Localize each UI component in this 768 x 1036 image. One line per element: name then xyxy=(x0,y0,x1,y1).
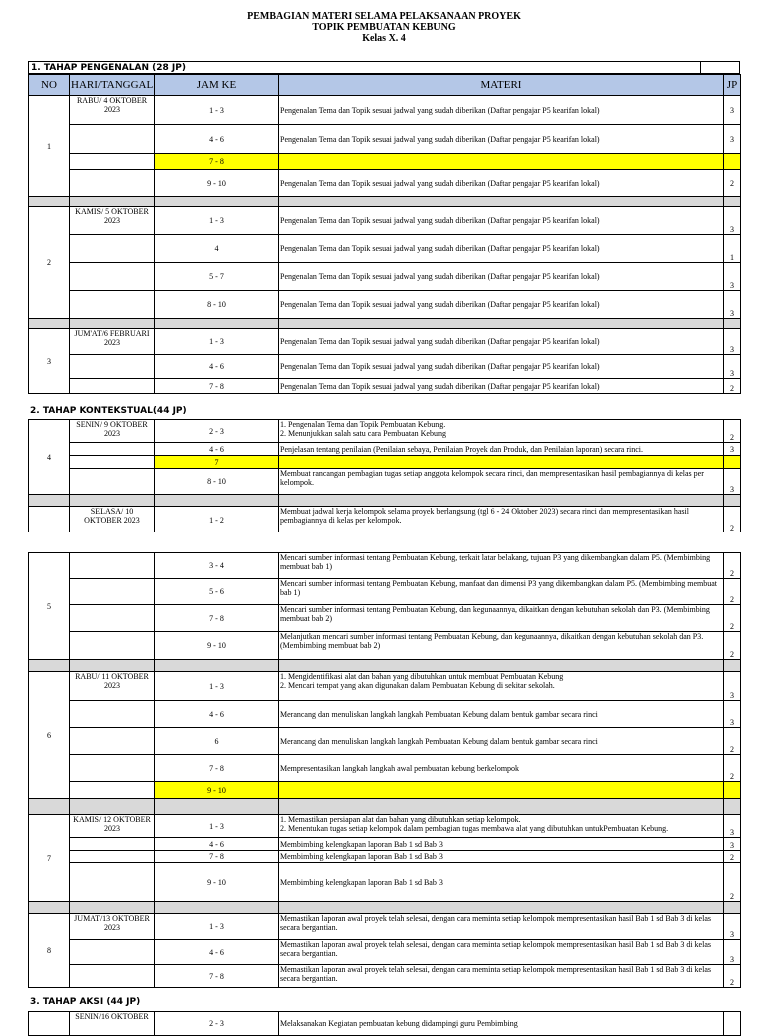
jam-cell: 9 - 10 xyxy=(155,632,279,660)
jp-cell: 3 xyxy=(724,263,741,291)
jam-cell: 7 - 8 xyxy=(155,851,279,863)
jp-cell: 3 xyxy=(724,355,741,379)
separator-row xyxy=(29,495,741,507)
materi-cell: Memastikan laporan awal proyek telah selesai, dengan cara meminta setiap kelompok mempresentasikan hasil Bab 1 sd Bab 3 di kelas secara bergantian. xyxy=(279,940,724,965)
schedule-table-1 xyxy=(28,74,741,394)
row-number: 8 xyxy=(29,914,70,988)
jam-cell: 3 - 4 xyxy=(155,553,279,579)
day-cell: SENIN/ 9 OKTOBER 2023 xyxy=(70,420,155,443)
separator-row xyxy=(29,902,741,914)
jam-cell: 2 - 3 xyxy=(155,1012,279,1036)
document-title: PEMBAGIAN MATERI SELAMA PELAKSANAAN PROYEK xyxy=(247,11,521,22)
day-cell: JUMAT/13 OKTOBER 2023 xyxy=(70,914,155,940)
table-row xyxy=(29,329,741,355)
materi-cell: Pengenalan Tema dan Topik sesuai jadwal yang sudah diberikan (Daftar pengajar P5 kearifan lokal) xyxy=(279,329,724,355)
row-number: 4 xyxy=(29,420,70,495)
jp-cell: 3 xyxy=(724,443,741,456)
table-row xyxy=(29,355,741,379)
table-row xyxy=(29,863,741,902)
jp-cell: 2 xyxy=(724,605,741,632)
materi-cell: Pengenalan Tema dan Topik sesuai jadwal yang sudah diberikan (Daftar pengajar P5 kearifan lokal) xyxy=(279,170,724,197)
jam-cell: 4 - 6 xyxy=(155,701,279,728)
separator-row xyxy=(29,319,741,329)
separator-row xyxy=(29,799,741,815)
jam-cell: 6 xyxy=(155,728,279,755)
materi-cell: Pengenalan Tema dan Topik sesuai jadwal yang sudah diberikan (Daftar pengajar P5 kearifan lokal) xyxy=(279,379,724,394)
row-number: 5 xyxy=(29,553,70,660)
materi-cell: Mencari sumber informasi tentang Pembuatan Kebung, manfaat dan dimensi P3 yang dikembangkan dalam P5. (Membimbing membuat bab 1) xyxy=(279,579,724,605)
table-row-highlighted xyxy=(29,154,741,170)
materi-cell: Melaksanakan Kegiatan pembuatan kebung didampingi guru Pembimbing xyxy=(279,1012,724,1036)
section-3-title: 3. TAHAP AKSI (44 JP) xyxy=(30,997,141,1007)
materi-cell: Pengenalan Tema dan Topik sesuai jadwal yang sudah diberikan (Daftar pengajar P5 kearifan lokal) xyxy=(279,125,724,154)
separator-row xyxy=(29,197,741,207)
jp-cell: 2 xyxy=(724,379,741,394)
table-row xyxy=(29,701,741,728)
jp-cell: 3 xyxy=(724,815,741,838)
table-row xyxy=(29,605,741,632)
materi-cell: Pengenalan Tema dan Topik sesuai jadwal yang sudah diberikan (Daftar pengajar P5 kearifan lokal) xyxy=(279,291,724,319)
materi-cell: Pengenalan Tema dan Topik sesuai jadwal yang sudah diberikan (Daftar pengajar P5 kearifan lokal) xyxy=(279,263,724,291)
jam-cell: 7 - 8 xyxy=(155,379,279,394)
jam-cell: 9 - 10 xyxy=(155,863,279,902)
jp-cell: 3 xyxy=(724,838,741,851)
jam-cell: 9 - 10 xyxy=(155,782,279,799)
materi-cell: 1. Memastikan persiapan alat dan bahan yang dibutuhkan setiap kelompok. 2. Menentukan tugas setiap kelompok dalam pembagian tugas membawa alat yang dibutuhkan untukPembuatan Kebung. xyxy=(279,815,724,838)
jam-cell: 1 - 3 xyxy=(155,207,279,235)
row-number: 3 xyxy=(29,329,70,394)
jp-cell: 3 xyxy=(724,672,741,701)
day-cell: SENIN/16 OKTOBER xyxy=(70,1012,155,1036)
materi-cell: Penjelasan tentang penilaian (Penilaian sebaya, Penilaian Proyek dan Produk, dan Penilaian laporan) secara rinci. xyxy=(279,443,724,456)
materi-cell: Pengenalan Tema dan Topik sesuai jadwal yang sudah diberikan (Daftar pengajar P5 kearifan lokal) xyxy=(279,96,724,125)
jam-cell: 1 - 3 xyxy=(155,96,279,125)
materi-cell: Membimbing kelengkapan laporan Bab 1 sd Bab 3 xyxy=(279,863,724,902)
row-number: 7 xyxy=(29,815,70,902)
jam-cell: 7 - 8 xyxy=(155,154,279,170)
table-row xyxy=(29,443,741,456)
col-header-materi: MATERI xyxy=(279,75,724,96)
table-row xyxy=(29,553,741,579)
materi-cell: Merancang dan menuliskan langkah langkah Pembuatan Kebung dalam bentuk gambar secara rinci xyxy=(279,728,724,755)
jam-cell: 7 - 8 xyxy=(155,965,279,988)
day-cell: RABU/ 4 OKTOBER 2023 xyxy=(70,96,155,125)
jam-cell: 4 - 6 xyxy=(155,355,279,379)
jp-cell: 1 xyxy=(724,235,741,263)
jam-cell: 1 - 3 xyxy=(155,329,279,355)
schedule-table-2-continued xyxy=(28,552,741,988)
table-row xyxy=(29,263,741,291)
jam-cell: 1 - 3 xyxy=(155,914,279,940)
day-cell: RABU/ 11 OKTOBER 2023 xyxy=(70,672,155,701)
section-heading-row xyxy=(28,61,740,74)
table-row xyxy=(29,291,741,319)
table-row xyxy=(29,728,741,755)
jp-cell: 3 xyxy=(724,940,741,965)
jp-cell: 2 xyxy=(724,420,741,443)
jp-cell: 3 xyxy=(724,96,741,125)
materi-cell: Memastikan laporan awal proyek telah selesai, dengan cara meminta setiap kelompok mempresentasikan hasil Bab 1 sd Bab 3 di kelas secara bergantian. xyxy=(279,965,724,988)
table-row xyxy=(29,755,741,782)
materi-cell: Membuat rancangan pembagian tugas setiap anggota kelompok secara rinci, dan mempresentasikan hasil pembagiannya di kelas per kelompok. xyxy=(279,469,724,495)
table-row xyxy=(29,632,741,660)
table-row xyxy=(29,96,741,125)
materi-cell: Mencari sumber informasi tentang Pembuatan Kebung, terkait latar belakang, tujuan P3 yang dikembangkan dalam P5. (Membimbing membuat bab 1) xyxy=(279,553,724,579)
jp-cell: 2 xyxy=(724,755,741,782)
jam-cell: 1 - 3 xyxy=(155,672,279,701)
page-break xyxy=(0,532,768,552)
table-row xyxy=(29,170,741,197)
table-row xyxy=(29,469,741,495)
jp-cell: 2 xyxy=(724,170,741,197)
materi-cell: Pengenalan Tema dan Topik sesuai jadwal yang sudah diberikan (Daftar pengajar P5 kearifan lokal) xyxy=(279,207,724,235)
jp-cell: 3 xyxy=(724,125,741,154)
jp-cell: 2 xyxy=(724,579,741,605)
jp-cell: 3 xyxy=(724,914,741,940)
col-header-day: HARI/TANGGAL xyxy=(70,75,155,96)
materi-cell: Memastikan laporan awal proyek telah selesai, dengan cara meminta setiap kelompok mempresentasikan hasil Bab 1 sd Bab 3 di kelas secara bergantian. xyxy=(279,914,724,940)
jp-cell: 2 xyxy=(724,728,741,755)
jam-cell: 9 - 10 xyxy=(155,170,279,197)
row-number: 6 xyxy=(29,672,70,799)
day-cell: JUM'AT/6 FEBRUARI 2023 xyxy=(70,329,155,355)
col-header-jp: JP xyxy=(724,75,741,96)
section-2-title: 2. TAHAP KONTEKSTUAL(44 JP) xyxy=(30,406,187,416)
schedule-table-2 xyxy=(28,419,741,534)
materi-cell: 1. Pengenalan Tema dan Topik Pembuatan Kebung. 2. Menunjukkan salah satu cara Pembuatan Kebung xyxy=(279,420,724,443)
jam-cell: 1 - 2 xyxy=(155,507,279,534)
jp-cell: 2 xyxy=(724,632,741,660)
materi-cell: Pengenalan Tema dan Topik sesuai jadwal yang sudah diberikan (Daftar pengajar P5 kearifan lokal) xyxy=(279,355,724,379)
day-cell: SELASA/ 10 OKTOBER 2023 xyxy=(70,507,155,534)
jam-cell: 5 - 6 xyxy=(155,579,279,605)
materi-cell: Membimbing kelengkapan laporan Bab 1 sd Bab 3 xyxy=(279,838,724,851)
day-cell: KAMIS/ 12 OKTOBER 2023 xyxy=(70,815,155,838)
jp-cell: 2 xyxy=(724,965,741,988)
table-row xyxy=(29,379,741,394)
table-row xyxy=(29,914,741,940)
table-row xyxy=(29,207,741,235)
jam-cell: 2 - 3 xyxy=(155,420,279,443)
table-row xyxy=(29,940,741,965)
jam-cell: 8 - 10 xyxy=(155,291,279,319)
jp-cell: 2 xyxy=(724,507,741,534)
jam-cell: 4 xyxy=(155,235,279,263)
table-row xyxy=(29,815,741,838)
jam-cell: 4 - 6 xyxy=(155,940,279,965)
jam-cell: 5 - 7 xyxy=(155,263,279,291)
materi-cell: Membimbing kelengkapan laporan Bab 1 sd Bab 3 xyxy=(279,851,724,863)
jp-cell: 2 xyxy=(724,851,741,863)
table-row xyxy=(29,672,741,701)
jp-cell: 3 xyxy=(724,701,741,728)
table-row xyxy=(29,838,741,851)
jp-cell: 3 xyxy=(724,291,741,319)
jam-cell: 4 - 6 xyxy=(155,125,279,154)
jam-cell: 7 xyxy=(155,456,279,469)
table-row xyxy=(29,579,741,605)
jp-cell: 2 xyxy=(724,553,741,579)
day-cell: KAMIS/ 5 OKTOBER 2023 xyxy=(70,207,155,235)
row-number: 1 xyxy=(29,96,70,197)
jam-cell: 1 - 3 xyxy=(155,815,279,838)
table-row xyxy=(29,965,741,988)
jam-cell: 8 - 10 xyxy=(155,469,279,495)
materi-cell: Mempresentasikan langkah langkah awal pembuatan kebung berkelompok xyxy=(279,755,724,782)
materi-cell: Merancang dan menuliskan langkah langkah Pembuatan Kebung dalam bentuk gambar secara rinci xyxy=(279,701,724,728)
materi-cell: Pengenalan Tema dan Topik sesuai jadwal yang sudah diberikan (Daftar pengajar P5 kearifan lokal) xyxy=(279,235,724,263)
jp-cell: 3 xyxy=(724,207,741,235)
col-header-no: NO xyxy=(29,75,70,96)
materi-cell: 1. Mengidentifikasi alat dan bahan yang dibutuhkan untuk membuat Pembuatan Kebung 2. Mencari tempat yang akan digunakan dalam Pembuatan Kebung di sekitar sekolah. xyxy=(279,672,724,701)
jp-cell: 3 xyxy=(724,469,741,495)
table-row-highlighted xyxy=(29,456,741,469)
separator-row xyxy=(29,660,741,672)
row-number: 2 xyxy=(29,207,70,319)
table-row xyxy=(29,851,741,863)
materi-cell: Membuat jadwal kerja kelompok selama proyek berlangsung (tgl 6 - 24 Oktober 2023) secara rinci dan mempresentasikan hasil pembagiannya di kelas per kelompok. xyxy=(279,507,724,534)
jp-cell: 2 xyxy=(724,863,741,902)
jam-cell: 4 - 6 xyxy=(155,838,279,851)
document-subtitle: TOPIK PEMBUATAN KEBUNG xyxy=(312,22,456,33)
materi-cell: Mencari sumber informasi tentang Pembuatan Kebung, dan kegunaannya, dikaitkan dengan kebutuhan sekolah dan P3. (Membimbing membuat bab 2) xyxy=(279,605,724,632)
table-row-highlighted xyxy=(29,782,741,799)
table-row xyxy=(29,507,741,534)
table-row xyxy=(29,125,741,154)
col-header-jam: JAM KE xyxy=(155,75,279,96)
table-row xyxy=(29,420,741,443)
materi-cell: Melanjutkan mencari sumber informasi tentang Pembuatan Kebung, dan kegunaannya, dikaitkan dengan kebutuhan sekolah dan P3. (Membimbing membuat bab 2) xyxy=(279,632,724,660)
jam-cell: 7 - 8 xyxy=(155,755,279,782)
jam-cell: 7 - 8 xyxy=(155,605,279,632)
jam-cell: 4 - 6 xyxy=(155,443,279,456)
class-label: Kelas X. 4 xyxy=(362,33,406,44)
section-1-title: 1. TAHAP PENGENALAN (28 JP) xyxy=(31,63,186,73)
jp-cell: 3 xyxy=(724,329,741,355)
table-row xyxy=(29,235,741,263)
table-header-row xyxy=(29,75,741,96)
